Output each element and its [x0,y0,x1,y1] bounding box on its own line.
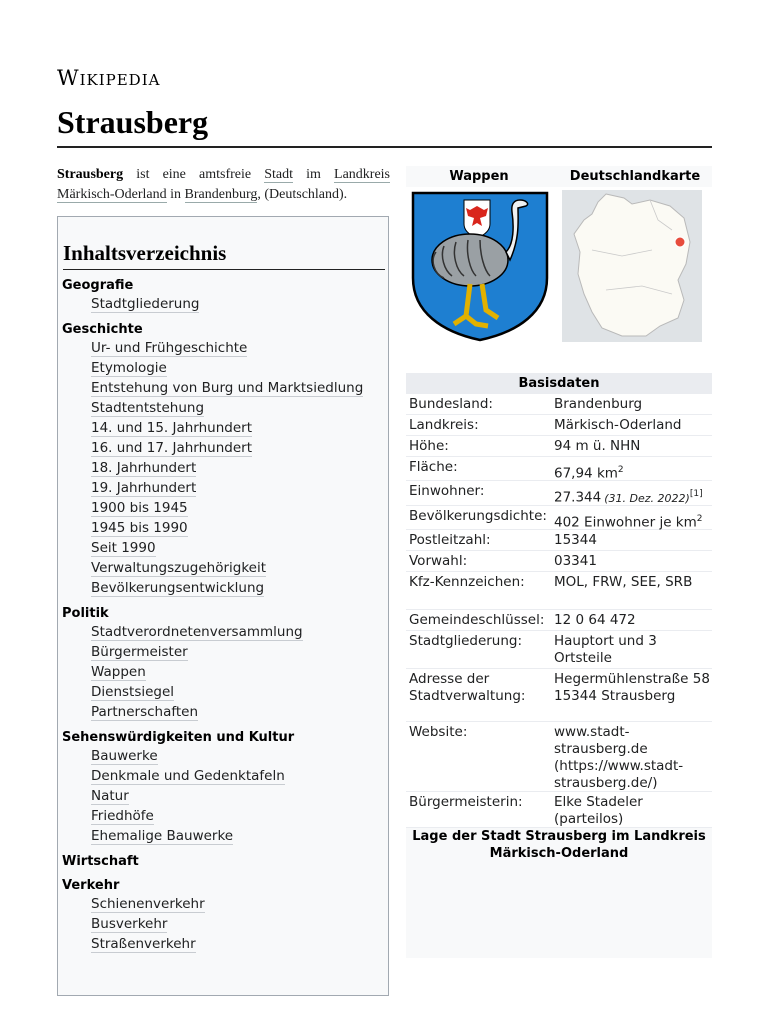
infobox-row [406,506,712,530]
infobox-row [406,631,712,669]
coat-of-arms-icon[interactable] [410,190,550,342]
value-text[interactable]: Hauptort und 3 Ortsteile [554,633,657,666]
infobox-value [554,794,710,828]
value-text[interactable]: Brandenburg [554,396,643,412]
toc-item[interactable]: Stadtgliederung [91,296,200,312]
toc-item[interactable]: Bauwerke [91,748,158,764]
toc-item[interactable]: Busverkehr [91,916,168,932]
toc-item[interactable]: Wappen [91,664,146,680]
infobox [406,166,712,958]
toc-item[interactable]: Bürgermeister [91,644,188,660]
toc-item[interactable]: Entstehung von Burg und Marktsiedlung [91,380,364,396]
infobox-row [406,572,712,610]
infobox-value [554,724,710,792]
value-sup: 2 [696,514,703,524]
infobox-value [554,486,710,507]
value-text: 402 Einwohner je km [554,514,697,531]
infobox-row [406,722,712,792]
lage-caption: Lage der Stadt Strausberg im Landkreis Märkisch-Oderland [412,829,706,861]
value-text: Hegermühlenstraße 58 [554,671,710,687]
value-text: 67,94 km [554,465,618,482]
infobox-row [406,457,712,481]
germany-map[interactable] [562,190,702,342]
toc-item[interactable]: Natur [91,788,129,804]
value-text[interactable]: Elke Stadeler (parteilos) [554,794,643,827]
infobox-value [554,671,710,705]
infobox-value [554,553,710,570]
toc-item[interactable]: Denkmale und Gedenktafeln [91,768,285,784]
infobox-value [554,417,710,434]
infobox-label: Adresse der Stadtverwaltung: [409,671,526,704]
value-text: 94 m ü. NHN [554,438,641,454]
infobox-row [406,481,712,506]
infobox-label[interactable]: Bevölkerungsdichte: [409,508,547,524]
value-sup[interactable]: [1] [689,489,703,499]
image-cell [406,187,712,373]
infobox-label: Einwohner: [409,483,485,499]
toc-item[interactable]: Schienenverkehr [91,896,205,912]
karte-label: Deutschlandkarte [569,169,701,184]
infobox-label[interactable]: Gemeindeschlüssel: [409,612,545,628]
toc-item[interactable]: Friedhöfe [91,808,154,824]
toc-item[interactable]: Etymologie [91,360,167,376]
toc-section[interactable]: Wirtschaft [62,854,139,869]
infobox-value [554,612,710,629]
infobox-row [406,436,712,457]
value-text[interactable]: www.stadt-strausberg.de (https://www.stadt-strausberg.de/) [554,724,684,791]
link-brandenburg[interactable]: Brandenburg [184,187,258,202]
infobox-row [406,610,712,631]
link-stadt[interactable]: Stadt [264,167,293,182]
wordmark-text: Wikipedia [57,66,161,90]
infobox-label[interactable]: Vorwahl: [409,553,468,569]
toc-item[interactable]: 19. Jahrhundert [91,480,197,496]
toc-item[interactable]: 14. und 15. Jahrhundert [91,420,253,436]
infobox-label: Kfz-Kennzeichen: [409,574,525,590]
infobox-value [554,574,710,591]
intro-paragraph [57,165,390,205]
toc-item[interactable]: Stadtentstehung [91,400,205,416]
value-text[interactable]: Märkisch-Oderland [554,417,682,433]
infobox-row [406,415,712,436]
wikipedia-wordmark[interactable] [57,66,160,90]
infobox-value [554,532,710,549]
toc-item[interactable]: 1900 bis 1945 [91,500,188,516]
intro-name: Strausberg [57,167,124,182]
toc-item[interactable]: 16. und 17. Jahrhundert [91,440,253,456]
page-title: Strausberg [57,104,209,140]
toc-item[interactable]: 1945 bis 1990 [91,520,188,536]
value-text: 03341 [554,553,597,569]
toc-item[interactable]: Seit 1990 [91,540,156,556]
infobox-row [406,669,712,722]
toc-item[interactable]: Ur- und Frühgeschichte [91,340,248,356]
infobox-label: Bürgermeisterin: [409,794,523,810]
toc-section[interactable]: Verkehr [62,878,120,893]
intro-text: im [293,167,335,182]
value-sup: 2 [617,465,624,475]
value-note: (31. Dez. 2022) [604,491,690,505]
link-landkreis[interactable]: Landkreis Märkisch-Oderland [57,167,390,202]
infobox-label: Höhe: [409,438,449,454]
infobox-label: Bundesland: [409,396,493,412]
toc-item[interactable]: Straßenverkehr [91,936,196,952]
toc-title: Inhaltsverzeichnis [63,241,227,265]
infobox-label: Stadtgliederung: [409,633,523,649]
toc-section[interactable]: Geografie [62,278,134,293]
intro-text: in [166,187,185,202]
toc-item[interactable]: Verwaltungszugehörigkeit [91,560,267,576]
table-of-contents [57,216,389,996]
toc-item[interactable]: Partnerschaften [91,704,199,720]
toc-divider [63,269,385,270]
intro-text: ist eine amtsfreie [123,167,265,182]
toc-section[interactable]: Sehenswürdigkeiten und Kultur [62,730,295,745]
germany-map-icon [562,190,702,342]
infobox-value [554,511,710,532]
infobox-row [406,394,712,415]
title-divider [57,146,712,148]
infobox-value [554,438,710,455]
value-text: MOL, FRW, SEE, SRB [554,574,693,590]
basisdaten-header: Basisdaten [406,373,712,394]
wappen-label: Wappen [449,169,509,184]
infobox-row [406,551,712,572]
toc-item[interactable]: Dienstsiegel [91,684,175,700]
value-text: 15344 [554,532,597,548]
infobox-label: Landkreis: [409,417,479,433]
infobox-label[interactable]: Website: [409,724,468,740]
intro-text: , (Deutschland). [257,187,348,202]
toc-item[interactable]: 18. Jahrhundert [91,460,197,476]
infobox-value [554,633,710,667]
toc-section[interactable]: Geschichte [62,322,143,337]
value-text: 12 0 64 472 [554,612,636,628]
toc-item[interactable]: Stadtverordnetenversammlung [91,624,303,640]
toc-item[interactable]: Bevölkerungsentwicklung [91,580,265,596]
infobox-value [554,396,710,413]
value-text: 27.344 [554,489,602,506]
toc-item[interactable]: Ehemalige Bauwerke [91,828,234,844]
infobox-row [406,530,712,551]
infobox-label[interactable]: Postleitzahl: [409,532,491,548]
value-text: 15344 Strausberg [554,688,676,704]
infobox-label: Fläche: [409,459,458,475]
toc-section[interactable]: Politik [62,606,109,621]
infobox-value [554,462,710,483]
infobox-row [406,792,712,828]
